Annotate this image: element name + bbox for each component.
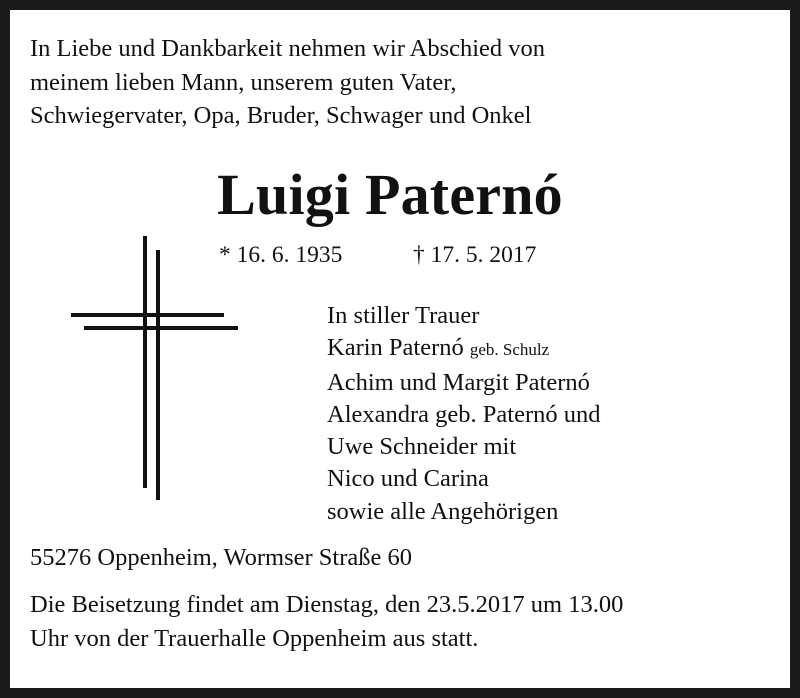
mourner-line: Alexandra geb. Paternó und (327, 400, 601, 428)
cross-horizontal-bar-bottom (84, 326, 238, 330)
mourner-line: sowie alle Angehörigen (327, 497, 559, 525)
cross-vertical-bar-right (156, 250, 160, 500)
intro-line: In Liebe und Dankbarkeit nehmen wir Abschied von (30, 35, 546, 62)
mourner-wife-name: Karin Paternó (327, 334, 464, 362)
funeral-line: Die Beisetzung findet am Dienstag, den 23.5.2017 um 13.00 (30, 591, 624, 618)
funeral-info (30, 588, 623, 655)
family-address: 55276 Oppenheim, Wormser Straße 60 (30, 544, 413, 571)
birth-date: * 16. 6. 1935 (219, 242, 343, 268)
funeral-line: Uhr von der Trauerhalle Oppenheim aus statt. (30, 624, 479, 652)
mourner-line: Nico und Carina (327, 465, 489, 493)
mourners-list (327, 300, 601, 528)
intro-line: meinem lieben Mann, unserem guten Vater, (30, 68, 457, 96)
deceased-name: Luigi Paternó (217, 162, 563, 227)
mourners-heading: In stiller Trauer (327, 302, 480, 329)
intro-line: Schwiegervater, Opa, Bruder, Schwager und Onkel (30, 102, 532, 129)
cross-vertical-bar-left (143, 236, 147, 488)
mourner-wife (327, 332, 601, 366)
mourner-line: Uwe Schneider mit (327, 433, 517, 461)
cross-horizontal-bar-top (71, 313, 224, 317)
mourner-line: Achim und Margit Paternó (327, 368, 590, 396)
death-date: † 17. 5. 2017 (413, 242, 537, 268)
mourner-wife-maiden-name: geb. Schulz (469, 340, 550, 360)
